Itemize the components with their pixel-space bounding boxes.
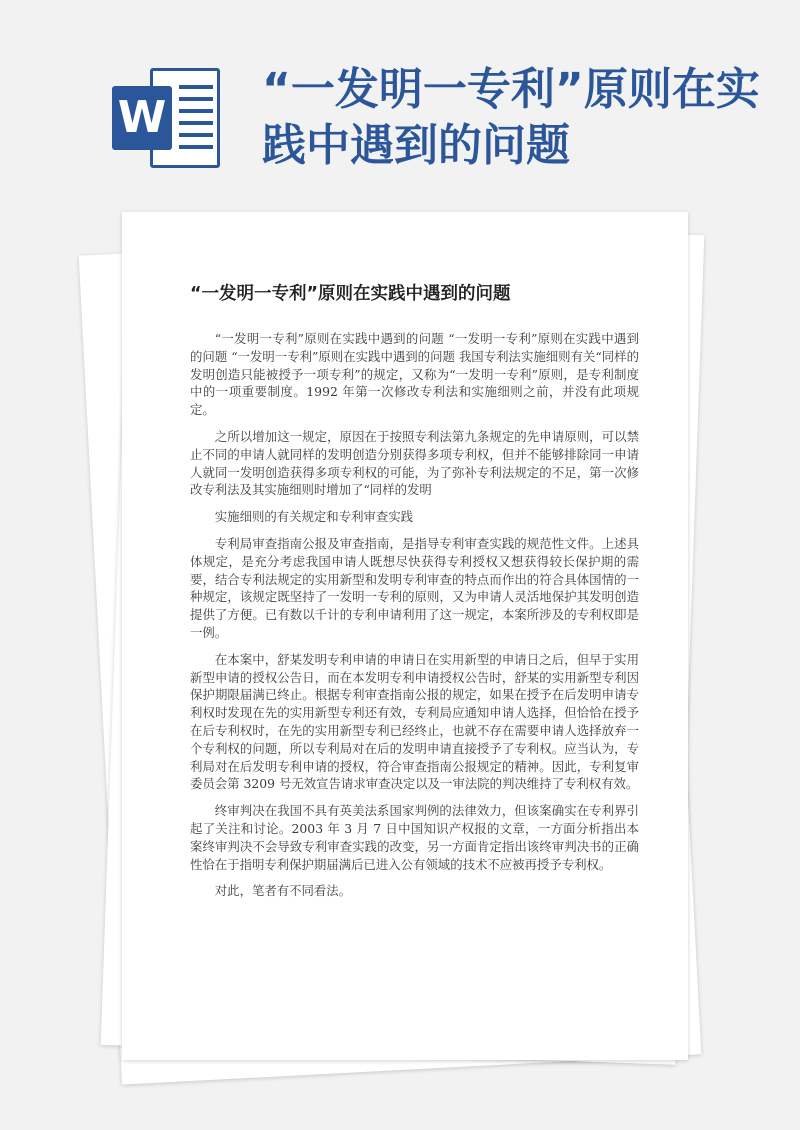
paragraph: 对此，笔者有不同看法。: [214, 883, 352, 899]
paragraph: “一发明一专利”原则在实践中遇到的问题 “一发明一专利”原则在实践中遇到的问题 “一发明一专利”原则在实践中遇到的问题 我国专利法实施细则有关“同样的发明创造只能被授予一项专利”的规定，又称为“一发明一专利”原则，是专利制度中的一项重要制度。1992 年第一次修改专利法和实施细则之前，并没有此项规定。: [190, 331, 639, 418]
word-logo-badge: W: [112, 86, 172, 150]
word-document-icon: [112, 68, 222, 168]
paragraph: 之所以增加这一规定，原因在于按照专利法第九条规定的先申请原则，可以禁止不同的申请人就同样的发明创造分别获得多项专利权，但并不能够排除同一申请人就同一发明创造获得多项专利权的可能，为了弥补专利法规定的不足，第一次修改专利法及其实施细则时增加了“同样的发明: [190, 428, 639, 498]
section-heading: 实施细则的有关规定和专利审查实践: [214, 509, 414, 525]
paragraph: 终审判决在我国不具有英美法系国家判例的法律效力，但该案确实在专利界引起了关注和讨论。2003 年 3 月 7 日中国知识产权报的文章，一方面分析指出本案终审判决不会导致专利审查实践的改变，另一方面肯定指出该终审判决书的正确性恰在于指明专利保护期届满后已进入公有领域的技术不应被再授予专利权。: [190, 803, 639, 872]
document-body: [190, 330, 639, 909]
document-title: “一发明一专利”原则在实践中遇到的问题: [190, 284, 511, 304]
paragraph: 在本案中，舒某发明专利申请的申请日在实用新型的申请日之后，但早于实用新型申请的授权公告日，而在本发明专利申请授权公告时，舒某的实用新型专利因保护期限届满已终止。根据专利审查指南公报的规定，如果在授予在后发明申请专利权时发现在先的实用新型专利还有效，专利局应通知申请人选择，但恰恰在授予在后专利权时，在先的实用新型专利已经终止，也就不存在需要申请人选择放弃一个专利权的问题，所以专利局对在后的发明申请直接授予了专利权。应当认为，专利局对在后发明专利申请的授权，符合审查指南公报规定的精神。因此，专利复审委员会第 3209 号无效宣告请求审查决定以及一审法院的判决维持了专利权有效。: [190, 651, 639, 792]
document-page: [122, 212, 688, 1060]
page-header: [0, 0, 800, 205]
paragraph: 专利局审查指南公报及审查指南，是指导专利审查实践的规范性文件。上述具体规定，是充分考虑我国申请人既想尽快获得专利授权又想获得较长保护期的需要，结合专利法规定的实用新型和发明专利审查的特点而作出的符合具体国情的一种规定，该规定既坚持了一发明一专利的原则，又为申请人灵活地保护其发明创造提供了方便。已有数以千计的专利申请利用了这一规定，本案所涉及的专利权即是一例。: [190, 535, 639, 640]
banner-title: “一发明一专利”原则在实践中遇到的问题: [262, 64, 760, 171]
